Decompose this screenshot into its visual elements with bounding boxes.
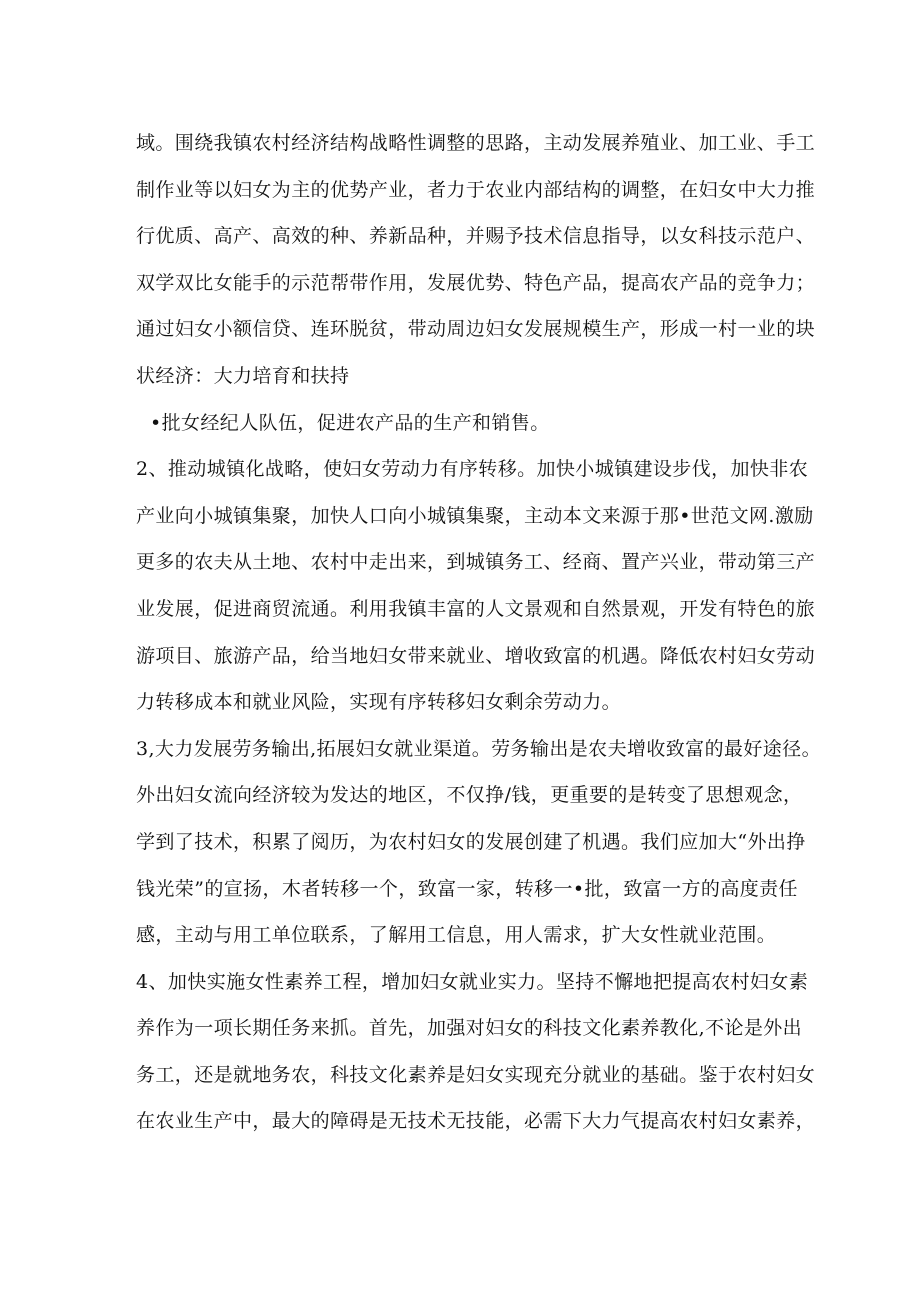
text-line: 养作为一项长期任务来抓。首先，加强对妇女的科技文化素养教化,不论是外出 [136, 1017, 803, 1040]
text-line: 钱光荣”的宣扬，木者转移一个，致富一家，转移一•批，致富一方的高度责任 [136, 877, 798, 900]
body-text [136, 120, 821, 1145]
text-line: 外出妇女流向经济较为发达的地区，不仅挣/钱，更重要的是转变了思想观念， [136, 784, 803, 807]
text-line: 在农业生产中，最大的障碍是无技术无技能，必需下大力气提高农村妇女素养， [136, 1110, 816, 1133]
text-line: 游项目、旅游产品，给当地妇女带来就业、增收致富的机遇。降低农村妇女劳动 [136, 644, 816, 667]
text-line: 4、加快实施女性素养工程，增加妇女就业实力。坚持不懈地把提高农村妇女素 [136, 970, 809, 993]
text-line: 3,大力发展劳务输出,拓展妇女就业渠道。劳务输出是农夫增收致富的最好途径。 [136, 737, 821, 760]
text-line: 域。围绕我镇农村经济结构战略性调整的思路，主动发展养殖业、加工业、手工 [136, 132, 816, 154]
text-line: 业发展，促进商贸流通。利用我镇丰富的人文景观和自然景观，开发有特色的旅 [136, 597, 816, 620]
text-line: 制作业等以妇女为主的优势产业，者力于农业内部结构的调整，在妇女中大力推 [136, 178, 816, 201]
bullet-line: •批女经纪人队伍，促进农产品的生产和销售。 [150, 411, 550, 434]
text-line: 双学双比女能手的示范帮带作用，发展优势、特色产品，提高农产品的竞争力； [136, 271, 816, 294]
text-line: 务工，还是就地务农，科技文化素养是妇女实现充分就业的基础。鉴于农村妇女 [136, 1063, 816, 1086]
text-line: 更多的农夫从土地、农村中走出来，到城镇务工、经商、置产兴业，带动第三产 [136, 551, 816, 574]
text-line: 2、推动城镇化战略，使妇女劳动力有序转移。加快小城镇建设步伐，加快非农 [136, 458, 809, 481]
text-line: 产业向小城镇集聚，加快人口向小城镇集聚，主动本文来源于那•世范文网.激励 [136, 504, 814, 527]
text-line: 行优质、高产、高效的种、养新品种，并赐予技术信息指导，以女科技示范户、 [136, 225, 816, 248]
text-line: 状经济：大力培育和扶持 [136, 364, 350, 387]
text-line: 通过妇女小额信贷、连环脱贫，带动周边妇女发展规模生产，形成一村一业的块 [136, 318, 816, 341]
text-line: 感，主动与用工单位联系，了解用工信息，用人需求，扩大女性就业范围。 [136, 924, 777, 947]
text-line: 力转移成本和就业风险，实现有序转移妇女剩余劳动力。 [136, 691, 622, 714]
text-line: 学到了技术，积累了阅历，为农村妇女的发展创建了机遇。我们应加大“外出挣 [136, 830, 806, 853]
